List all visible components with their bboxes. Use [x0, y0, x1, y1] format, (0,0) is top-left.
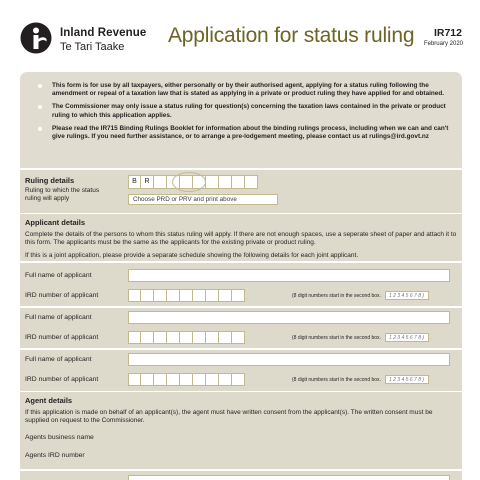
applicant-ird-boxes-1[interactable] [128, 289, 245, 302]
applicant-ird-boxes-2[interactable] [128, 331, 245, 344]
ird-digit-box[interactable] [128, 373, 141, 386]
ird-digit-box[interactable] [206, 331, 219, 344]
ird-digit-box[interactable] [154, 289, 167, 302]
agent-business-label: Agents business name [25, 434, 94, 441]
ird-digit-box[interactable] [141, 373, 154, 386]
form-header [0, 0, 480, 70]
ruling-prefix-b: B [128, 175, 141, 189]
ird-digit-box[interactable] [180, 289, 193, 302]
section-divider [20, 261, 462, 263]
ird-digit-box[interactable] [193, 289, 206, 302]
ird-digit-box[interactable] [219, 289, 232, 302]
ruling-details-heading: Ruling details [25, 176, 75, 185]
ird-digit-box[interactable] [232, 373, 245, 386]
ird-format-note [292, 375, 429, 384]
applicant-details-heading: Applicant details [25, 218, 86, 227]
ird-digit-box[interactable] [232, 331, 245, 344]
ird-digit-box[interactable] [193, 373, 206, 386]
intro-bullet: Please read the IR715 Binding Rulings Booklet for information about the binding rulings process, including when we can and can't give rulings. If you need further assistance, or to arrange a pre-lodgement meeting, please contact us at rulings@ird.govt.nz [38, 125, 452, 141]
ird-note-text: (8 digit numbers start in the second box. [292, 376, 381, 383]
ird-digit-box[interactable] [219, 331, 232, 344]
applicant-name-input-1[interactable] [128, 269, 450, 282]
ird-digit-box[interactable] [180, 373, 193, 386]
form-date: February 2020 [423, 41, 463, 47]
ird-digit-box[interactable] [167, 289, 180, 302]
ruling-digit-box[interactable] [232, 175, 245, 189]
applicant-details-section [20, 214, 462, 391]
ird-digit-box[interactable] [206, 373, 219, 386]
applicant-ird-label: IRD number of applicant [25, 334, 99, 341]
ird-digit-box[interactable] [154, 373, 167, 386]
ird-example: 12345678) [385, 291, 430, 300]
intro-panel [20, 72, 462, 168]
agent-ird-label: Agents IRD number [25, 452, 85, 459]
applicant-instructions: Complete the details of the persons to whom this status ruling will apply. If there are not enough spaces, use a seperate sheet of paper and attach it to this form. The applicants must be the same as the applicants for the existing private or product ruling. [25, 231, 457, 247]
ird-digit-box[interactable] [128, 289, 141, 302]
applicant-name-label: Full name of applicant [25, 272, 92, 279]
inland-revenue-logo-icon [20, 22, 52, 54]
applicant-ird-boxes-3[interactable] [128, 373, 245, 386]
section-divider [20, 469, 462, 471]
ruling-prefix-r: R [141, 175, 154, 189]
ird-digit-box[interactable] [141, 289, 154, 302]
ruling-type-oval [172, 172, 206, 192]
joint-application-note: If this is a joint application, please provide a separate schedule showing the following details for each joint applicant. [25, 251, 359, 259]
ird-digit-box[interactable] [141, 331, 154, 344]
intro-bullet: This form is for use by all taxpayers, either personally or by their authorised agent, applying for a status ruling following the amendment or repeal of a taxation law that is stated as applying in a private or product ruling they have applied for and obtained. [38, 82, 452, 98]
applicant-ird-label: IRD number of applicant [25, 292, 99, 299]
ruling-type-hint: Choose PRD or PRV and print above [128, 194, 278, 205]
ruling-type-box[interactable] [154, 175, 167, 189]
ruling-digit-box[interactable] [206, 175, 219, 189]
ird-format-note [292, 333, 429, 342]
ird-digit-box[interactable] [167, 373, 180, 386]
applicant-name-input-3[interactable] [128, 353, 450, 366]
brand-maori-name: Te Tari Taake [60, 41, 125, 53]
ird-digit-box[interactable] [206, 289, 219, 302]
section-divider [20, 306, 462, 308]
applicant-ird-label: IRD number of applicant [25, 376, 99, 383]
ruling-digit-box[interactable] [219, 175, 232, 189]
agent-details-heading: Agent details [25, 396, 73, 405]
ruling-details-section [20, 170, 462, 213]
agent-consent-note: If this application is made on behalf of an applicant(s), the agent must have written consent from the applicant(s). The written consent must be supplied on request to the Commissioner. [25, 409, 433, 425]
ird-digit-box[interactable] [154, 331, 167, 344]
ird-digit-box[interactable] [232, 289, 245, 302]
ird-digit-box[interactable] [128, 331, 141, 344]
ird-digit-box[interactable] [193, 331, 206, 344]
ird-note-text: (8 digit numbers start in the second box. [292, 292, 381, 299]
ird-digit-box[interactable] [180, 331, 193, 344]
ruling-digit-box[interactable] [245, 175, 258, 189]
applicant-name-input-2[interactable] [128, 311, 450, 324]
ruling-sub-label: Ruling to which the status ruling will apply [25, 187, 100, 202]
ird-example: 12345678) [385, 375, 430, 384]
ird-example: 12345678) [385, 333, 430, 342]
section-divider [20, 348, 462, 350]
ird-digit-box[interactable] [219, 373, 232, 386]
agent-next-field-input[interactable] [128, 475, 450, 480]
ird-note-text: (8 digit numbers start in the second box. [292, 334, 381, 341]
applicant-name-label: Full name of applicant [25, 356, 92, 363]
brand-name: Inland Revenue [60, 27, 147, 39]
applicant-name-label: Full name of applicant [25, 314, 92, 321]
ird-format-note [292, 291, 429, 300]
page-title: Application for status ruling [168, 24, 415, 47]
ird-digit-box[interactable] [167, 331, 180, 344]
intro-bullet: The Commissioner may only issue a status ruling for question(s) concerning the taxation laws contained in the private or product ruling to which this application applies. [38, 103, 452, 119]
form-code: IR712 [433, 27, 462, 39]
agent-details-section [20, 392, 462, 480]
